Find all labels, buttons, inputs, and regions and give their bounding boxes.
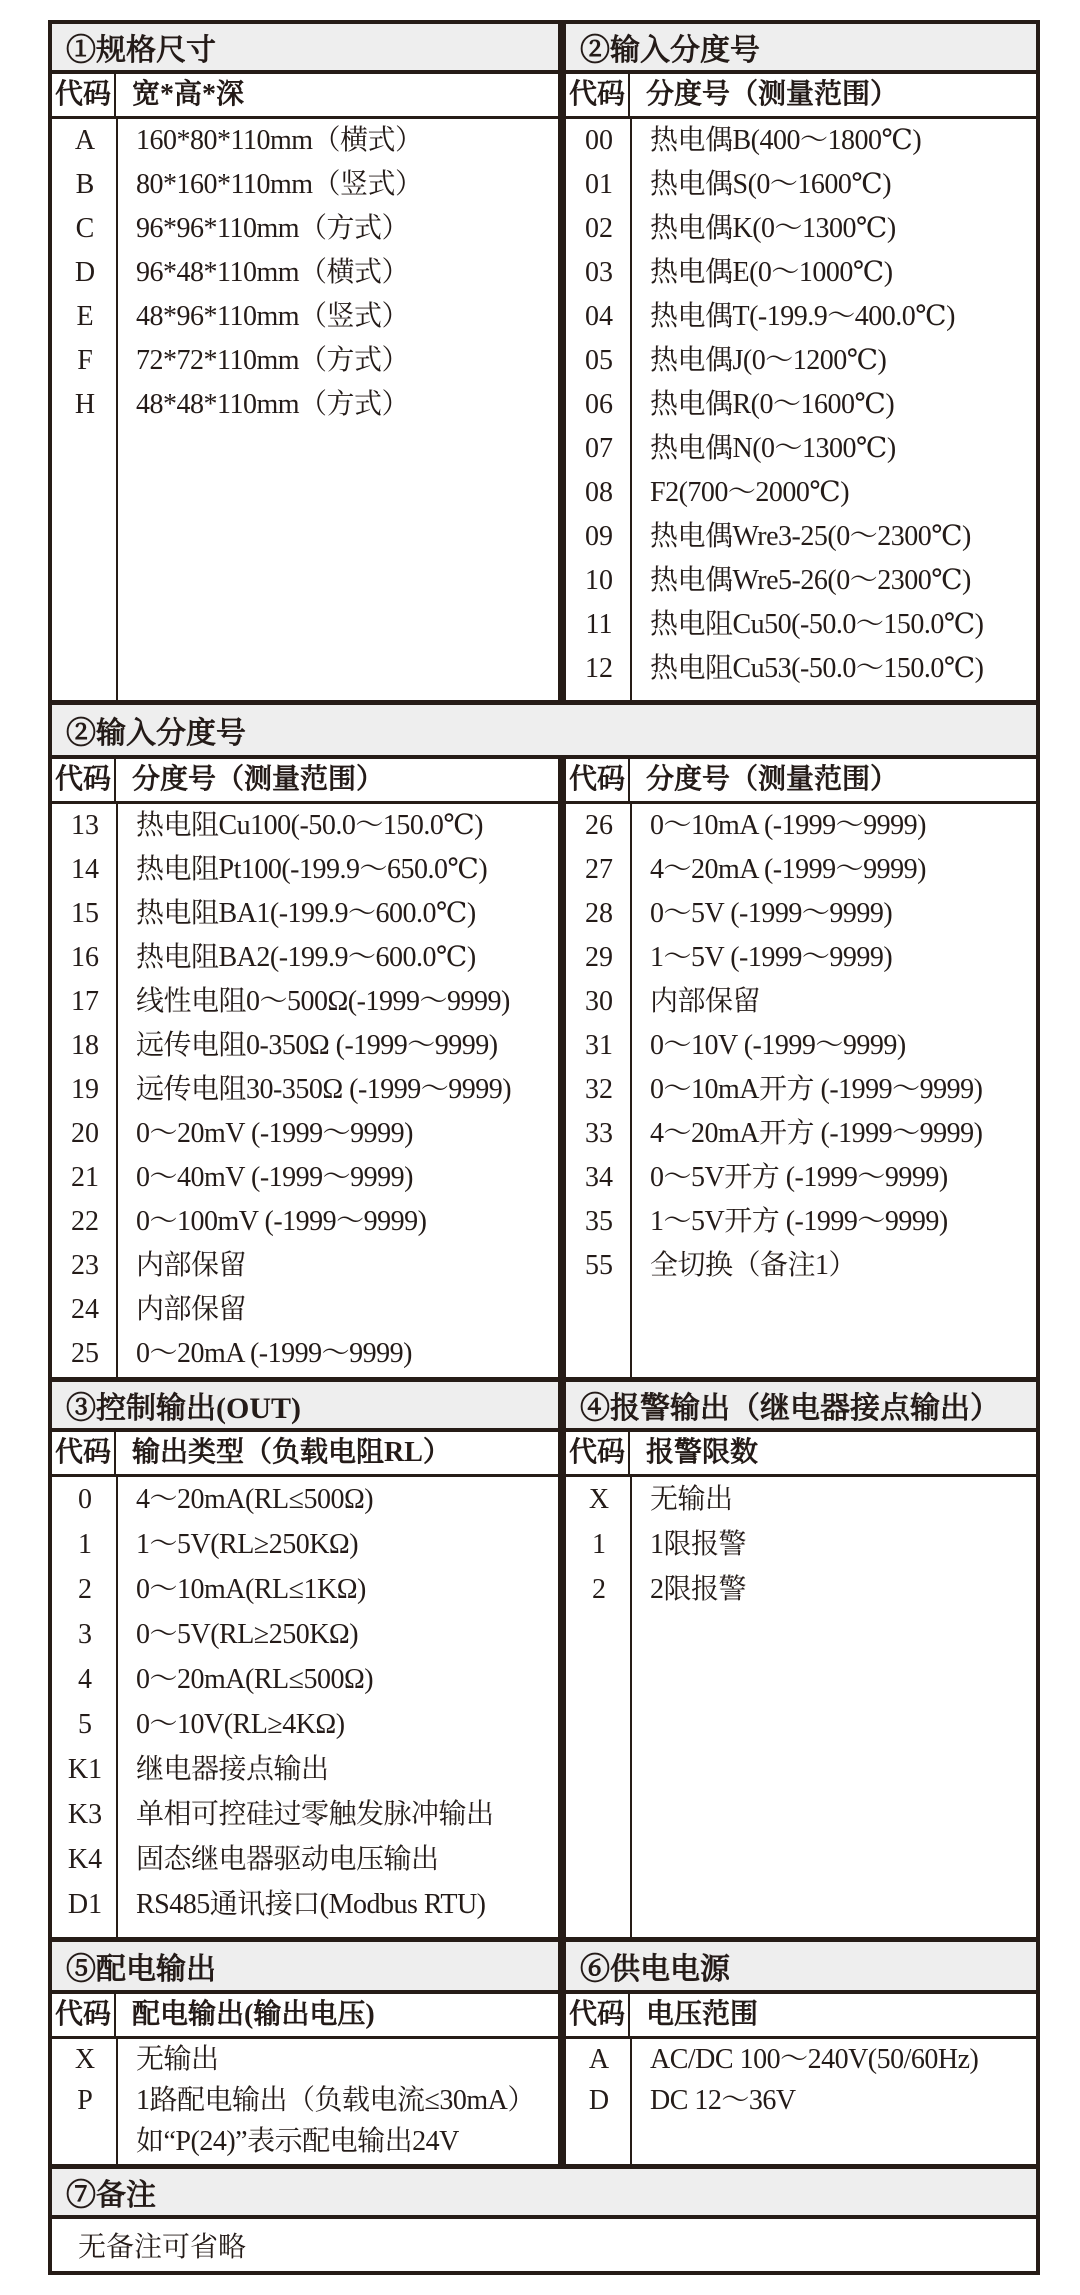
- section2b-right-column-header: [566, 759, 1036, 804]
- row-desc: 0～10mA (-1999～9999): [650, 810, 926, 841]
- row-code: 21: [71, 1162, 99, 1193]
- table-row: [566, 804, 1036, 848]
- row-code: 03: [585, 257, 613, 288]
- section5-title: ⑤配电输出: [52, 1942, 558, 1994]
- section-spec-size: [52, 24, 558, 700]
- table-row: [52, 1882, 558, 1927]
- row-code: D: [74, 257, 96, 288]
- table-row: [566, 339, 1036, 383]
- table-row: [566, 1522, 1036, 1567]
- row-desc: 4～20mA开方 (-1999～9999): [650, 1118, 983, 1149]
- table-row: [566, 647, 1036, 691]
- row-desc: 热电阻BA1(-199.9～600.0℃): [136, 898, 476, 929]
- table-row: [566, 2080, 1036, 2121]
- row-code: 31: [585, 1030, 613, 1061]
- row-desc: 热电偶R(0～1600℃): [650, 389, 895, 420]
- table-row: [52, 163, 558, 207]
- row-desc: 无输出: [650, 1484, 733, 1515]
- row-code: 35: [585, 1206, 613, 1237]
- table-row: [566, 119, 1036, 163]
- table-row: [52, 1332, 558, 1376]
- row-code: 07: [585, 433, 613, 464]
- row-desc: 全切换（备注1）: [650, 1250, 857, 1281]
- row-code: 2: [592, 1574, 606, 1605]
- row-code: C: [75, 213, 95, 244]
- row-code: H: [74, 389, 96, 420]
- table-row: [566, 603, 1036, 647]
- row-desc: 0～10V(RL≥4KΩ): [136, 1709, 345, 1740]
- row-desc: 96*48*110mm（横式）: [136, 257, 410, 288]
- section5-rows: [52, 2039, 558, 2164]
- row-desc: 内部保留: [136, 1250, 247, 1281]
- section-row-2: [52, 759, 1036, 1382]
- row-desc: 1限报警: [650, 1529, 747, 1560]
- row-desc: 0～5V(RL≥250KΩ): [136, 1619, 359, 1650]
- table-row: [52, 892, 558, 936]
- table-row: [52, 251, 558, 295]
- row-desc: 热电阻Cu50(-50.0～150.0℃): [650, 609, 984, 640]
- row-desc: 热电偶N(0～1300℃): [650, 433, 896, 464]
- row-code: 32: [585, 1074, 613, 1105]
- table-row: [566, 980, 1036, 1024]
- row-code: 08: [585, 477, 613, 508]
- row-desc: F2(700～2000℃): [650, 477, 850, 508]
- row-code: B: [75, 169, 95, 200]
- row-desc: 0～100mV (-1999～9999): [136, 1206, 427, 1237]
- row-code: 4: [78, 1664, 92, 1695]
- table-row: [566, 163, 1036, 207]
- row-desc: 160*80*110mm（横式）: [136, 125, 423, 156]
- row-desc: 0～40mV (-1999～9999): [136, 1162, 413, 1193]
- vertical-divider: [558, 1942, 566, 2164]
- row-desc: 1～5V (-1999～9999): [650, 942, 893, 973]
- row-desc: 热电阻BA2(-199.9～600.0℃): [136, 942, 476, 973]
- section6-rows: [566, 2039, 1036, 2164]
- desc-column-header: 电压范围: [646, 1999, 759, 2030]
- row-code: 26: [585, 810, 613, 841]
- table-row: [566, 936, 1036, 980]
- row-desc: 远传电阻30-350Ω (-1999～9999): [136, 1074, 512, 1105]
- section3-rows: [52, 1477, 558, 1937]
- section-row-4: [52, 1942, 1036, 2169]
- row-code: E: [76, 301, 94, 332]
- row-code: 02: [585, 213, 613, 244]
- row-desc: AC/DC 100～240V(50/60Hz): [650, 2044, 979, 2075]
- row-desc: 0～5V (-1999～9999): [650, 898, 893, 929]
- section2-title: ②输入分度号: [566, 24, 1036, 74]
- row-code: 18: [71, 1030, 99, 1061]
- desc-column-header: 输出类型（负载电阻RL）: [132, 1437, 451, 1468]
- section2b-left-column-header: [52, 759, 558, 804]
- row-desc: 单相可控硅过零触发脉冲输出: [136, 1799, 494, 1830]
- table-row: [52, 1657, 558, 1702]
- code-column-header: 代码: [566, 1432, 630, 1474]
- table-row: [566, 251, 1036, 295]
- section-row-1: [52, 24, 1036, 705]
- row-code: 1: [78, 1529, 92, 1560]
- section3-column-header: [52, 1432, 558, 1477]
- row-desc: 0～10mA(RL≤1KΩ): [136, 1574, 366, 1605]
- row-desc: 72*72*110mm（方式）: [136, 345, 410, 376]
- table-row: [52, 1068, 558, 1112]
- row-code: 16: [71, 942, 99, 973]
- vertical-divider: [558, 1382, 566, 1937]
- table-row: [52, 1112, 558, 1156]
- row-code: 1: [592, 1529, 606, 1560]
- row-code: A: [588, 2044, 610, 2075]
- table-row: [52, 980, 558, 1024]
- table-row: [52, 1567, 558, 1612]
- row-desc: 1～5V开方 (-1999～9999): [650, 1206, 948, 1237]
- section4-column-header: [566, 1432, 1036, 1477]
- code-column-header: 代码: [52, 74, 116, 116]
- row-desc: 固态继电器驱动电压输出: [136, 1844, 439, 1875]
- table-row: [52, 1837, 558, 1882]
- section4-rows: [566, 1477, 1036, 1937]
- row-desc: 热电偶B(400～1800℃): [650, 125, 922, 156]
- row-code: F: [77, 345, 93, 376]
- vertical-divider: [558, 759, 566, 1377]
- row-desc: 0～20mA(RL≤500Ω): [136, 1664, 374, 1695]
- row-code: K1: [67, 1754, 103, 1785]
- row-desc: 0～10mA开方 (-1999～9999): [650, 1074, 983, 1105]
- table-row: [566, 1200, 1036, 1244]
- row-desc: 热电偶E(0～1000℃): [650, 257, 893, 288]
- row-code: 19: [71, 1074, 99, 1105]
- row-desc: 96*96*110mm（方式）: [136, 213, 410, 244]
- row-code: 04: [585, 301, 613, 332]
- code-column-header: 代码: [52, 1432, 116, 1474]
- table-row: [52, 1612, 558, 1657]
- table-row: [566, 383, 1036, 427]
- row-desc: 48*48*110mm（方式）: [136, 389, 410, 420]
- row-desc: 0～5V开方 (-1999～9999): [650, 1162, 948, 1193]
- section-distribution-output: [52, 1942, 558, 2164]
- row-desc: 远传电阻0-350Ω (-1999～9999): [136, 1030, 498, 1061]
- section-alarm-output: [566, 1382, 1036, 1937]
- desc-column-header: 配电输出(输出电压): [132, 1999, 375, 2030]
- row-code: 09: [585, 521, 613, 552]
- vertical-divider: [558, 24, 566, 700]
- table-row: [52, 2121, 558, 2162]
- section1-title: ①规格尺寸: [52, 24, 558, 74]
- row-desc: 热电偶S(0～1600℃): [650, 169, 892, 200]
- table-row: [52, 804, 558, 848]
- row-desc: 内部保留: [650, 986, 761, 1017]
- row-desc: 80*160*110mm（竖式）: [136, 169, 423, 200]
- table-row: [566, 1068, 1036, 1112]
- code-column-header: 代码: [52, 1994, 116, 2036]
- row-code: K3: [67, 1799, 103, 1830]
- row-code: 23: [71, 1250, 99, 1281]
- product-ordering-spec-table: [48, 20, 1040, 2275]
- row-code: 01: [585, 169, 613, 200]
- code-column-header: 代码: [566, 1994, 630, 2036]
- row-code: 10: [585, 565, 613, 596]
- row-code: K4: [67, 1844, 103, 1875]
- section-input-range-right: [566, 759, 1036, 1377]
- table-row: [52, 207, 558, 251]
- row-code: D: [588, 2085, 610, 2116]
- table-row: [52, 1244, 558, 1288]
- row-code: 11: [585, 609, 613, 640]
- row-code: X: [588, 1484, 610, 1515]
- section2-continued-title: ②输入分度号: [52, 705, 1036, 759]
- section2-column-header: [566, 74, 1036, 119]
- row-desc: 热电阻Cu100(-50.0～150.0℃): [136, 810, 483, 841]
- table-row: [566, 1477, 1036, 1522]
- desc-column-header: 分度号（测量范围）: [646, 79, 899, 110]
- row-desc: 1路配电输出（负载电流≤30mA）: [136, 2085, 535, 2116]
- desc-column-header: 分度号（测量范围）: [132, 764, 385, 795]
- row-desc: 内部保留: [136, 1294, 247, 1325]
- table-row: [566, 1244, 1036, 1288]
- code-column-header: 代码: [566, 74, 630, 116]
- row-desc: 0～10V (-1999～9999): [650, 1030, 906, 1061]
- section-power-supply: [566, 1942, 1036, 2164]
- row-desc: 0～20mV (-1999～9999): [136, 1118, 413, 1149]
- row-desc: 1～5V(RL≥250KΩ): [136, 1529, 359, 1560]
- section1-rows: [52, 119, 558, 700]
- row-code: 29: [585, 942, 613, 973]
- row-code: 06: [585, 389, 613, 420]
- table-row: [566, 1156, 1036, 1200]
- table-row: [52, 2039, 558, 2080]
- table-row: [52, 339, 558, 383]
- table-row: [52, 1288, 558, 1332]
- table-row: [52, 1747, 558, 1792]
- row-desc: 线性电阻0～500Ω(-1999～9999): [136, 986, 510, 1017]
- table-row: [52, 848, 558, 892]
- table-row: [566, 515, 1036, 559]
- table-row: [566, 892, 1036, 936]
- table-row: [52, 1792, 558, 1837]
- row-code: X: [74, 2044, 96, 2075]
- code-column-header: 代码: [566, 759, 630, 801]
- row-code: 12: [585, 653, 613, 684]
- table-row: [566, 207, 1036, 251]
- table-row: [566, 471, 1036, 515]
- section2-rows-13-25: [52, 804, 558, 1377]
- row-code: 24: [71, 1294, 99, 1325]
- row-desc: 2限报警: [650, 1574, 747, 1605]
- row-desc: 热电偶Wre5-26(0～2300℃): [650, 565, 971, 596]
- section1-column-header: [52, 74, 558, 119]
- row-desc: 热电偶J(0～1200℃): [650, 345, 887, 376]
- row-desc: 继电器接点输出: [136, 1754, 329, 1785]
- table-row: [566, 1567, 1036, 1612]
- table-row: [52, 1477, 558, 1522]
- table-row: [52, 295, 558, 339]
- table-row: [52, 2080, 558, 2121]
- section2-rows-00-12: [566, 119, 1036, 700]
- row-code: 5: [78, 1709, 92, 1740]
- row-code: 3: [78, 1619, 92, 1650]
- row-code: 17: [71, 986, 99, 1017]
- row-desc: 热电偶K(0～1300℃): [650, 213, 896, 244]
- section-input-range-top: [566, 24, 1036, 700]
- table-row: [566, 1112, 1036, 1156]
- table-row: [566, 1024, 1036, 1068]
- table-row: [566, 2039, 1036, 2080]
- table-row: [566, 559, 1036, 603]
- row-desc: DC 12～36V: [650, 2085, 796, 2116]
- row-code: 00: [585, 125, 613, 156]
- row-code: 15: [71, 898, 99, 929]
- row-desc: 热电阻Cu53(-50.0～150.0℃): [650, 653, 984, 684]
- row-code: 27: [585, 854, 613, 885]
- row-code: 30: [585, 986, 613, 1017]
- row-desc: RS485通讯接口(Modbus RTU): [136, 1889, 486, 1920]
- section2-rows-26-55: [566, 804, 1036, 1377]
- row-code: 33: [585, 1118, 613, 1149]
- table-row: [52, 1702, 558, 1747]
- row-desc: 0～20mA (-1999～9999): [136, 1338, 412, 1369]
- row-code: P: [77, 2085, 93, 2116]
- row-code: 0: [78, 1484, 92, 1515]
- row-code: 13: [71, 810, 99, 841]
- row-code: 22: [71, 1206, 99, 1237]
- row-desc: 热电偶T(-199.9～400.0℃): [650, 301, 955, 332]
- row-code: D1: [67, 1889, 103, 1920]
- desc-column-header: 分度号（测量范围）: [646, 764, 899, 795]
- table-row: [566, 295, 1036, 339]
- section-row-3: [52, 1382, 1036, 1942]
- row-code: 2: [78, 1574, 92, 1605]
- table-row: [52, 383, 558, 427]
- row-code: 25: [71, 1338, 99, 1369]
- table-row: [566, 427, 1036, 471]
- row-code: 20: [71, 1118, 99, 1149]
- table-row: [52, 936, 558, 980]
- row-code: [52, 2121, 118, 2162]
- row-code: 05: [585, 345, 613, 376]
- remark-note: 无备注可省略: [78, 2232, 247, 2263]
- table-row: [52, 1024, 558, 1068]
- section7-title: ⑦备注: [52, 2169, 1036, 2219]
- table-row: [52, 119, 558, 163]
- row-code: A: [74, 125, 96, 156]
- code-column-header: 代码: [52, 759, 116, 801]
- row-desc: 无输出: [136, 2044, 219, 2075]
- row-desc: 48*96*110mm（竖式）: [136, 301, 410, 332]
- section5-column-header: [52, 1994, 558, 2039]
- row-code: 34: [585, 1162, 613, 1193]
- desc-column-header: 宽*高*深: [132, 79, 245, 110]
- table-row: [566, 848, 1036, 892]
- row-desc: 如“P(24)”表示配电输出24V: [136, 2126, 459, 2157]
- desc-column-header: 报警限数: [646, 1437, 759, 1468]
- section3-title: ③控制输出(OUT): [52, 1382, 558, 1432]
- row-code: 14: [71, 854, 99, 885]
- row-code: 28: [585, 898, 613, 929]
- table-row: [52, 1156, 558, 1200]
- row-code: 55: [585, 1250, 613, 1281]
- row-desc: 热电阻Pt100(-199.9～650.0℃): [136, 854, 488, 885]
- section6-column-header: [566, 1994, 1036, 2039]
- row-desc: 4～20mA(RL≤500Ω): [136, 1484, 374, 1515]
- table-row: [52, 1200, 558, 1244]
- table-row: [52, 1522, 558, 1567]
- section-control-output: [52, 1382, 558, 1937]
- row-desc: 4～20mA (-1999～9999): [650, 854, 926, 885]
- section4-title: ④报警输出（继电器接点输出）: [566, 1382, 1036, 1432]
- section6-title: ⑥供电电源: [566, 1942, 1036, 1994]
- row-desc: 热电偶Wre3-25(0～2300℃): [650, 521, 971, 552]
- section-input-range-left: [52, 759, 558, 1377]
